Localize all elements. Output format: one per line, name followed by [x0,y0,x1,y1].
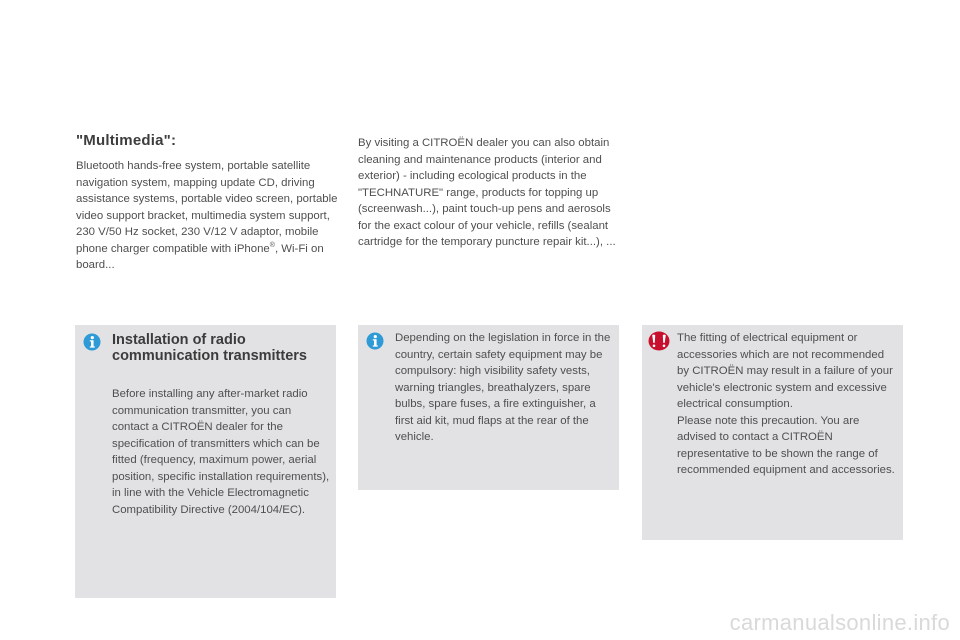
radio-box-text: Before installing any after-market radio communication transmitter, you can contact a CITROËN dealer for the specification of transmitters which can be fitted (frequency, maximum power, aerial position, specific installation requirements), in line with the Vehicle Electromagnetic Compatibility Directive (2004/104/EC). [112,388,330,516]
warning-icon [648,331,670,351]
watermark: carmanualsonline.info [729,610,950,635]
info-icon [83,333,101,351]
legislation-box-text: Depending on the legislation in force in the country, certain safety equipment may be compulsory: high visibility safety vests, warning triangles, breathalyzers, spare bulbs, spare fuses, a fire extinguisher, a first aid kit, mud flaps at the rear of the vehicle. [395,332,611,443]
registered-mark: ® [269,241,275,249]
fitting-box-text: The fitting of electrical equipment or accessories which are not recommended by CITROËN may result in a failure of your vehicle's electronic system and excessive electrical consumption. Please note this precaution. You are advised to contact a CITROËN representative to be shown the range of recommended equipment and accessories. [677,332,895,476]
electrical-fitting-box [642,325,903,540]
info-icon [366,332,384,350]
multimedia-text: Bluetooth hands-free system, portable satellite navigation system, mapping update CD, driving assistance systems, portable video screen, portable video support bracket, multimedia system support, 230 V/50 Hz socket, 230 V/12 V adaptor, mobile phone charger compatible with iPhone [76,160,338,255]
multimedia-text-end: , Wi-Fi on board... [76,242,324,271]
legislation-box [358,325,619,490]
radio-box-title: Installation of radio communication transmitters [112,332,307,364]
dealer-paragraph: By visiting a CITROËN dealer you can also obtain cleaning and maintenance products (interior and exterior) - including ecological products in the "TECHNATURE" range, products for topping up (screenwash...), paint touch-up pens and aerosols for the exact colour of your vehicle, refills (sealant cartridge for the temporary puncture repair kit...), ... [358,137,616,248]
multimedia-paragraph [76,158,340,274]
radio-transmitters-box [75,325,336,598]
multimedia-heading: "Multimedia": [76,132,177,149]
